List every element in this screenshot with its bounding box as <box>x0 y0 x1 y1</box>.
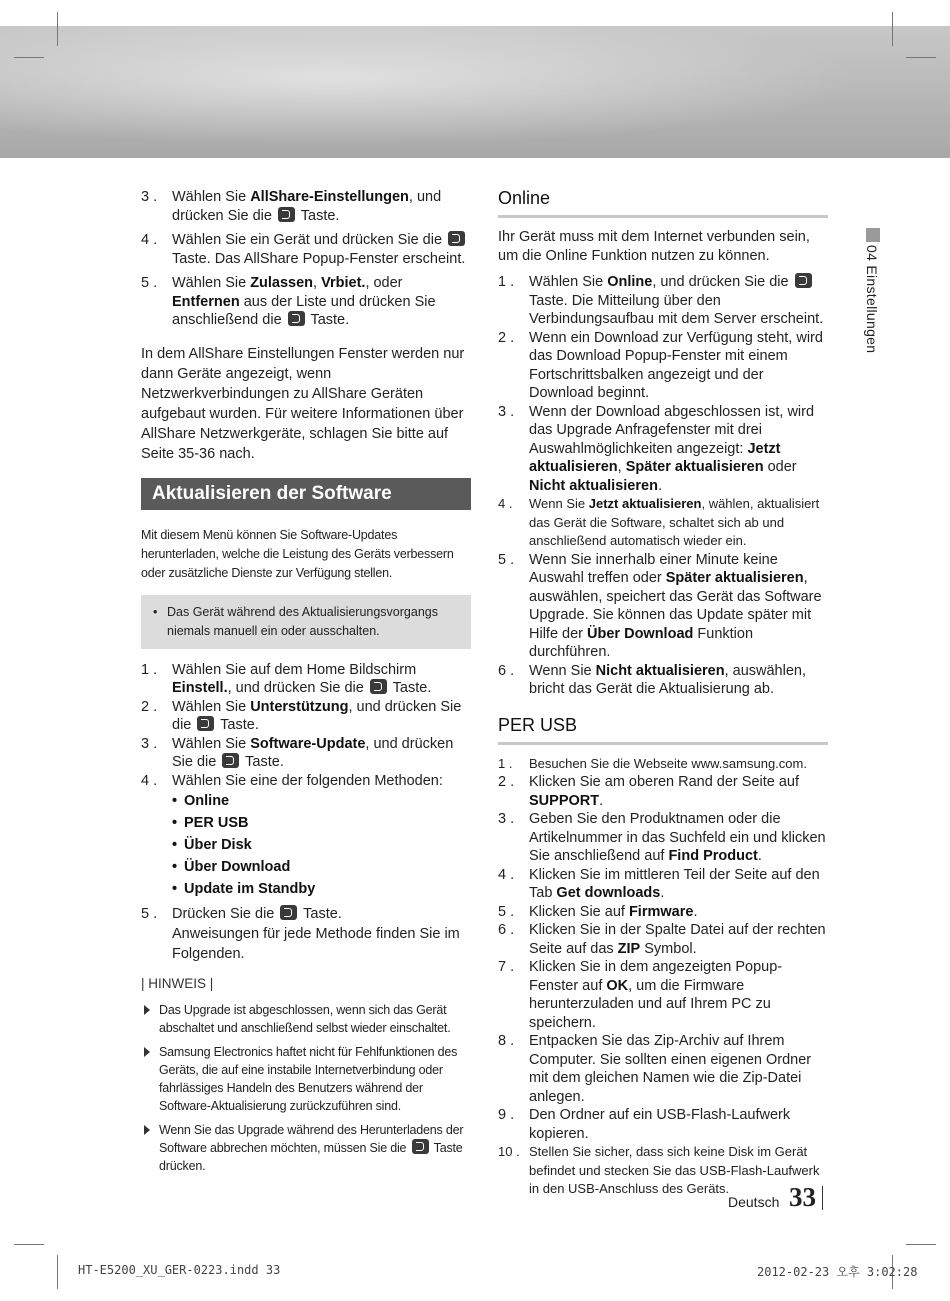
update-step-3: 3 . Wählen Sie Software-Update, und drücken Sie die Taste. <box>141 735 454 770</box>
enter-key-icon <box>412 1139 429 1154</box>
section-title: Aktualisieren der Software <box>141 478 471 510</box>
enter-key-icon <box>280 905 297 920</box>
crop-mark <box>57 1255 58 1289</box>
usb-step-3: 3 . Geben Sie den Produktnamen oder die Artikelnummer in das Suchfeld ein und klicken Sie anschließend auf Find Product. <box>498 811 826 864</box>
crop-mark <box>906 57 936 58</box>
usb-steps <box>498 755 828 1199</box>
triangle-bullet-icon <box>144 1125 150 1135</box>
right-column <box>498 188 828 1199</box>
usb-step-10: 10 . Stellen Sie sicher, dass sich keine Disk im Gerät befindet und stecken Sie das USB-Flash-Laufwerk in den USB-Anschluss des Geräts. <box>498 1144 820 1196</box>
warning-note: • Das Gerät während des Aktualisierungsvorgangs niemals manuell ein oder ausschalten. <box>141 595 471 649</box>
chapter-tab-marker <box>866 228 880 242</box>
online-heading: Online <box>498 188 828 218</box>
online-step-5: 5 . Wenn Sie innerhalb einer Minute keine Auswahl treffen oder Später aktualisieren, auswählen, speichert das Gerät das Software Upgrade. Sie können das Update später mit Hilfe der Über Download Funktion durchführen. <box>498 551 822 660</box>
update-step-4: 4 . Wählen Sie eine der folgenden Methoden: <box>141 772 443 789</box>
chapter-label: 04 Einstellungen <box>864 245 880 354</box>
page-number: 33 <box>789 1182 816 1212</box>
allshare-step-5: 5 . Wählen Sie Zulassen, Vrbiet., oder Entfernen aus der Liste und drücken Sie anschließend die Taste. <box>141 275 436 328</box>
triangle-bullet-icon <box>144 1005 150 1015</box>
online-step-3: 3 . Wenn der Download abgeschlossen ist, wird das Upgrade Anfragefenster mit drei Auswahlmöglichkeiten angezeigt: Jetzt aktualisieren, Später aktualisieren oder Nicht aktualisieren. <box>498 403 815 494</box>
print-file-info: HT-E5200_XU_GER-0223.indd 33 <box>78 1263 281 1277</box>
usb-step-4: 4 . Klicken Sie im mittleren Teil der Seite auf den Tab Get downloads. <box>498 866 820 901</box>
enter-key-icon <box>795 273 812 288</box>
crop-mark <box>906 1244 936 1245</box>
footer-language: Deutsch <box>728 1194 780 1210</box>
usb-step-6: 6 . Klicken Sie in der Spalte Datei auf der rechten Seite auf das ZIP Symbol. <box>498 922 826 957</box>
hint-item: Wenn Sie das Upgrade während des Herunterladens der Software abbrechen möchten, müssen Sie die Taste drücken. <box>141 1121 471 1175</box>
hint-item: Samsung Electronics haftet nicht für Fehlfunktionen des Geräts, die auf eine instabile Internetverbindung oder fahrlässiges Handeln des Benutzers während der Software-Aktualisierung zurückzuführen sind. <box>141 1043 471 1115</box>
method-item: • Über Disk <box>172 834 471 856</box>
usb-heading: PER USB <box>498 715 828 745</box>
method-item: • PER USB <box>172 812 471 834</box>
online-step-2: 2 . Wenn ein Download zur Verfügung steht, wird das Download Popup-Fenster mit einem Fortschrittsbalken angezeigt und der Download beginnt. <box>498 329 823 401</box>
crop-mark <box>14 1244 44 1245</box>
usb-step-1: 1 . Besuchen Sie die Webseite www.samsung.com. <box>498 755 807 771</box>
hinweis-label: | HINWEIS | <box>141 976 214 991</box>
allshare-step-4: 4 . Wählen Sie ein Gerät und drücken Sie die Taste. Das AllShare Popup-Fenster erscheint. <box>141 232 466 267</box>
footer-divider <box>822 1186 823 1210</box>
left-column <box>141 188 471 1175</box>
usb-step-7: 7 . Klicken Sie in dem angezeigten Popup-Fenster auf OK, um die Firmware herunterzuladen und auf Ihrem PC zu speichern. <box>498 959 783 1031</box>
usb-step-9: 9 . Den Ordner auf ein USB-Flash-Laufwerk kopieren. <box>498 1107 791 1142</box>
update-steps <box>141 661 471 965</box>
online-step-6: 6 . Wenn Sie Nicht aktualisieren, auswählen, bricht das Gerät die Aktualisierung ab. <box>498 662 806 697</box>
online-step-1: 1 . Wählen Sie Online, und drücken Sie die Taste. Die Mitteilung über den Verbindungsaufbau mit dem Server erscheint. <box>498 274 824 327</box>
allshare-step-3: 3 . Wählen Sie AllShare-Einstellungen, und drücken Sie die Taste. <box>141 189 442 224</box>
crop-mark <box>14 57 44 58</box>
crop-mark <box>57 12 58 46</box>
usb-step-2: 2 . Klicken Sie am oberen Rand der Seite auf SUPPORT. <box>498 774 800 809</box>
triangle-bullet-icon <box>144 1047 150 1057</box>
online-intro: Ihr Gerät muss mit dem Internet verbunden sein, um die Online Funktion nutzen zu können. <box>498 229 810 264</box>
enter-key-icon <box>288 311 305 326</box>
bullet-icon: • <box>153 604 158 619</box>
method-list <box>172 790 471 900</box>
enter-key-icon <box>197 716 214 731</box>
update-step-1: 1 . Wählen Sie auf dem Home Bildschirm Einstell., und drücken Sie die Taste. <box>141 661 432 696</box>
allshare-info-paragraph: In dem AllShare Einstellungen Fenster werden nur dann Geräte angezeigt, wenn Netzwerkverbindungen zu AllShare Geräten aufgebaut wurden. Für weitere Informationen über AllShare Netzwerkgeräte, schlagen Sie bitte auf Seite 35-36 nach. <box>141 345 465 462</box>
update-step-5: 5 . Drücken Sie die Taste. Anweisungen für jede Methode finden Sie im Folgenden. <box>141 906 460 962</box>
usb-step-8: 8 . Entpacken Sie das Zip-Archiv auf Ihrem Computer. Sie sollten einen eigenen Ordner mit dem gleichen Namen wie die Zip-Datei anlegen. <box>498 1033 812 1105</box>
print-date-info: 2012-02-23 오후 3:02:28 <box>757 1265 918 1279</box>
update-step-2: 2 . Wählen Sie Unterstützung, und drücken Sie die Taste. <box>141 698 462 733</box>
enter-key-icon <box>222 753 239 768</box>
enter-key-icon <box>278 207 295 222</box>
method-item: • Update im Standby <box>172 878 471 900</box>
crop-mark <box>892 12 893 46</box>
enter-key-icon <box>370 679 387 694</box>
usb-step-5: 5 . Klicken Sie auf Firmware. <box>498 903 698 920</box>
method-item: • Über Download <box>172 856 471 878</box>
online-step-4: 4 . Wenn Sie Jetzt aktualisieren, wählen, aktualisiert das Gerät die Software, schaltet sich ab und anschließend automatisch wieder ein. <box>498 496 820 548</box>
method-item: • Online <box>172 790 471 812</box>
section-intro: Mit diesem Menü können Sie Software-Updates herunterladen, welche die Leistung des Geräts verbessern oder zusätzliche Dienste zur Verfügung stellen. <box>141 527 454 580</box>
hint-item: Das Upgrade ist abgeschlossen, wenn sich das Gerät abschaltet und anschließend selbst wieder einschaltet. <box>141 1001 471 1037</box>
enter-key-icon <box>448 231 465 246</box>
header-band <box>0 26 950 158</box>
